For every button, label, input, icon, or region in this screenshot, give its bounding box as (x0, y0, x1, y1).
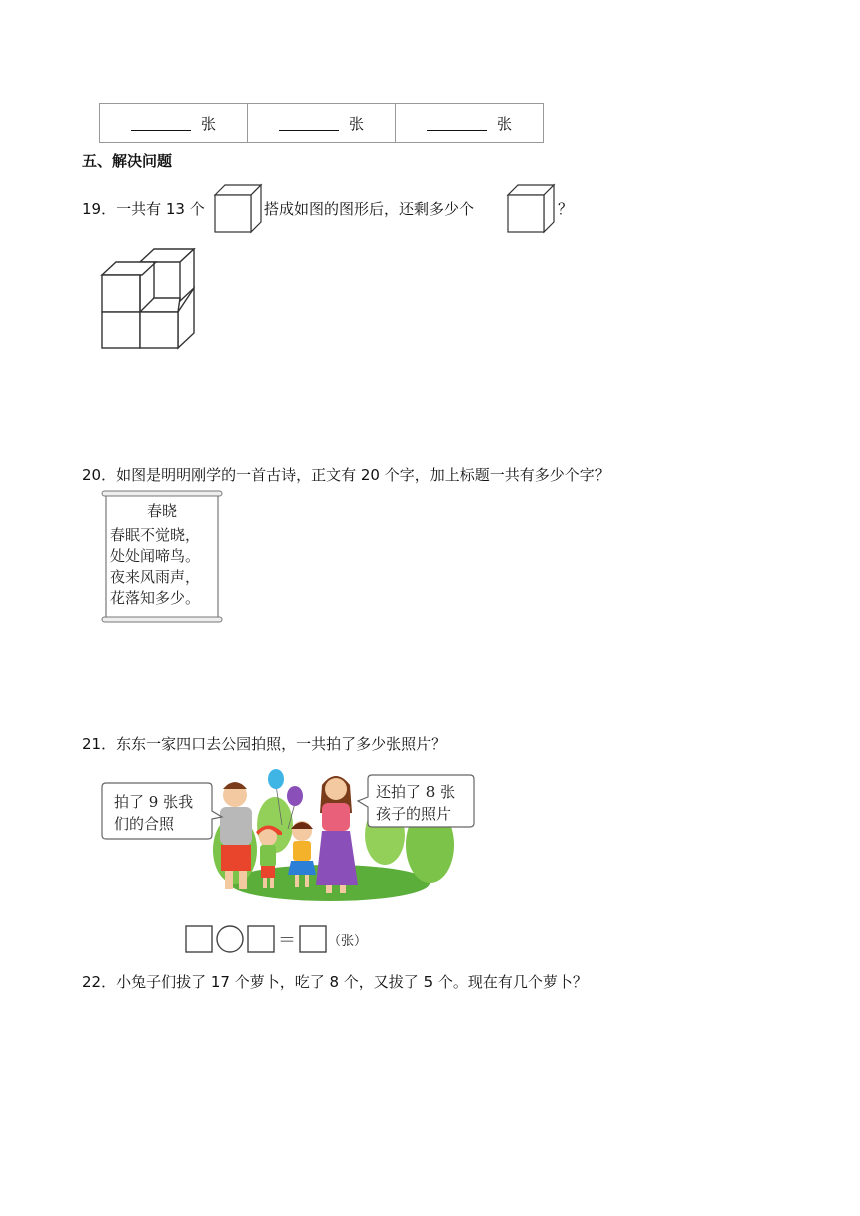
question-19-end: ？ (558, 200, 574, 218)
question-text: 一共有 13 个 (116, 200, 205, 218)
blank-line[interactable] (131, 116, 191, 131)
unit-label: 张 (348, 114, 364, 133)
operator-circle[interactable] (217, 926, 243, 952)
mother-figure (316, 776, 358, 893)
poem-line: 处处闻啼鸟。 (110, 547, 201, 565)
blank-cell[interactable] (100, 104, 248, 143)
question-number: 20． (82, 466, 117, 484)
question-19 (82, 199, 205, 219)
question-19-middle: 搭成如图的图形后，还剩多少个 (264, 200, 475, 218)
bubble-text: 孩子的照片 (376, 805, 452, 823)
family-photo-illustration (100, 765, 480, 957)
equation-box[interactable] (186, 926, 212, 952)
poem-line: 花落知多少。 (110, 589, 201, 607)
question-20 (82, 465, 610, 485)
equation-unit: （张） (328, 934, 368, 949)
unit-label: 张 (200, 114, 216, 133)
bubble-text: 还拍了 8 张 (376, 783, 456, 801)
question-22 (82, 972, 588, 992)
equation-box[interactable] (248, 926, 274, 952)
poem-line: 春眠不觉晓， (110, 526, 201, 544)
blank-line[interactable] (427, 116, 487, 131)
question-text: 小兔子们拔了 17 个萝卜，吃了 8 个，又拔了 5 个。现在有几个萝卜？ (116, 973, 588, 991)
question-text: 东东一家四口去公园拍照，一共拍了多少张照片？ (116, 735, 447, 753)
blank-cell[interactable] (248, 104, 396, 143)
question-number: 21． (82, 735, 117, 753)
equation-row (186, 926, 367, 952)
equation-box[interactable] (300, 926, 326, 952)
bubble-text: 们的合照 (114, 815, 175, 833)
poem-line: 夜来风雨声， (110, 568, 201, 586)
answer-blank-table (99, 103, 544, 143)
poem-scroll-image (100, 489, 225, 625)
question-number: 22． (82, 973, 117, 991)
blank-line[interactable] (279, 116, 339, 131)
bubble-text: 拍了 9 张我 (114, 793, 194, 811)
question-number: 19． (82, 200, 117, 218)
speech-bubble-right (358, 775, 474, 827)
question-21 (82, 734, 446, 754)
section-heading: 五、解决问题 (82, 152, 173, 170)
unit-label: 张 (496, 114, 512, 133)
question-text: 如图是明明刚学的一首古诗，正文有 20 个字，加上标题一共有多少个字？ (116, 466, 610, 484)
poem-title: 春晓 (146, 502, 178, 520)
blank-cell[interactable] (396, 104, 544, 143)
speech-bubble-left (102, 783, 222, 839)
cube-icon (212, 183, 264, 235)
cube-stack-figure (100, 248, 204, 352)
equals-sign: ＝ (278, 930, 296, 951)
cube-icon (505, 183, 557, 235)
